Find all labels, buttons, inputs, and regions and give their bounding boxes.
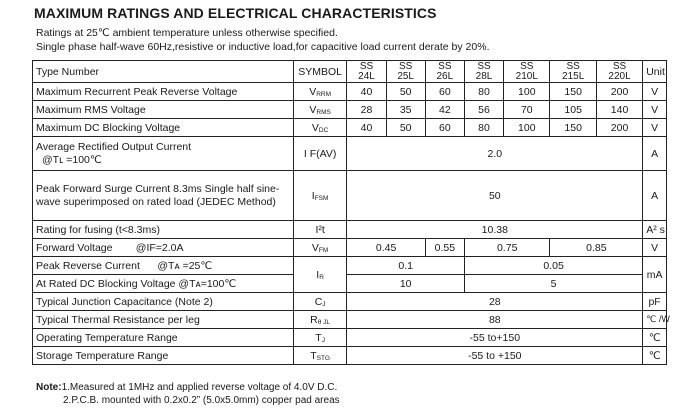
header-part: SS 25L — [386, 61, 425, 83]
param-label: Maximum DC Blocking Voltage — [33, 119, 294, 137]
unit-cell: V — [643, 239, 667, 257]
param-label: Typical Junction Capacitance (Note 2) — [33, 293, 294, 311]
value-cell: 35 — [386, 101, 425, 119]
symbol-cell: $I_{FSM}$ — [293, 171, 347, 221]
symbol-cell: $V_{FM}$ — [293, 239, 347, 257]
param-label: Peak Forward Surge Current 8.3ms Single half sine-wave superimposed on rated load (JEDEC Method) — [33, 171, 294, 221]
unit-cell: pF — [643, 293, 667, 311]
value-cell: 0.75 — [464, 239, 550, 257]
value-cell: 0.05 — [464, 257, 642, 275]
table-row — [33, 171, 667, 221]
symbol-cell: $V_{DC}$ — [293, 119, 347, 137]
symbol-cell: $C_J$ — [293, 293, 347, 311]
value-cell: 70 — [504, 101, 550, 119]
value-cell: 60 — [425, 83, 464, 101]
note-1: Note:1.Measured at 1MHz and applied reverse voltage of 4.0V D.C. — [36, 382, 338, 393]
value-cell: 200 — [596, 119, 642, 137]
table-row — [33, 293, 667, 311]
table-row — [33, 101, 667, 119]
value-cell: 50 — [347, 171, 643, 221]
header-type: Type Number — [33, 61, 294, 83]
table-row — [33, 137, 667, 171]
header-part: SS 28L — [464, 61, 503, 83]
value-cell: 88 — [347, 311, 643, 329]
value-cell: 200 — [596, 83, 642, 101]
table-row — [33, 275, 667, 293]
note-2: 2.P.C.B. mounted with 0.2x0.2” (5.0x5.0mm) copper pad areas — [63, 395, 340, 406]
param-label: Operating Temperature Range — [33, 329, 294, 347]
symbol-cell: $T_{STG}$ — [293, 347, 347, 365]
unit-cell: A — [643, 171, 667, 221]
value-cell: 5 — [464, 275, 642, 293]
param-label: Storage Temperature Range — [33, 347, 294, 365]
unit-cell: ℃ /W — [643, 311, 667, 329]
header-part: SS 24L — [347, 61, 386, 83]
symbol-cell: $V_{RRM}$ — [293, 83, 347, 101]
param-label: Forward Voltage @IF=2.0A — [33, 239, 294, 257]
intro-text — [36, 26, 490, 54]
table-header-row — [33, 61, 667, 83]
value-cell: 10.38 — [347, 221, 643, 239]
header-symbol: SYMBOL — [293, 61, 347, 83]
param-label: Rating for fusing (t<8.3ms) — [33, 221, 294, 239]
unit-cell: A — [643, 137, 667, 171]
param-label: Typical Thermal Resistance per leg — [33, 311, 294, 329]
value-cell: 10 — [347, 275, 465, 293]
param-label: Peak Reverse Current @Tᴀ =25℃ — [33, 257, 294, 275]
table-row — [33, 83, 667, 101]
unit-cell: V — [643, 119, 667, 137]
value-cell: 56 — [464, 101, 503, 119]
unit-cell: V — [643, 83, 667, 101]
value-cell: 28 — [347, 101, 386, 119]
param-label: Maximum RMS Voltage — [33, 101, 294, 119]
table-row — [33, 257, 667, 275]
unit-cell: ℃ — [643, 347, 667, 365]
unit-cell: mA — [643, 257, 667, 293]
value-cell: 150 — [550, 119, 596, 137]
header-unit: Unit — [643, 61, 667, 83]
table-row — [33, 221, 667, 239]
value-cell: 42 — [425, 101, 464, 119]
intro-line-2: Single phase half-wave 60Hz,resistive or inductive load,for capacitive load current derate by 20%. — [36, 41, 490, 53]
param-label: Average Rectified Output Current @Tʟ =100℃ — [33, 137, 294, 171]
symbol-cell: I²t — [293, 221, 347, 239]
value-cell: 80 — [464, 119, 503, 137]
value-cell: 150 — [550, 83, 596, 101]
value-cell: 80 — [464, 83, 503, 101]
table-row — [33, 347, 667, 365]
value-cell: 0.85 — [550, 239, 643, 257]
value-cell: -55 to+150 — [347, 329, 643, 347]
value-cell: 60 — [425, 119, 464, 137]
value-cell: 0.1 — [347, 257, 465, 275]
page-title: MAXIMUM RATINGS AND ELECTRICAL CHARACTERISTICS — [34, 5, 437, 21]
symbol-cell: $R_{\theta JL}$ — [293, 311, 347, 329]
symbol-cell: $T_J$ — [293, 329, 347, 347]
value-cell: 40 — [347, 119, 386, 137]
table-row — [33, 311, 667, 329]
symbol-cell: $V_{RMS}$ — [293, 101, 347, 119]
table-row — [33, 239, 667, 257]
param-label: Maximum Recurrent Peak Reverse Voltage — [33, 83, 294, 101]
ratings-table — [32, 60, 670, 365]
intro-line-1: Ratings at 25℃ ambient temperature unless otherwise specified. — [36, 27, 338, 39]
param-label: At Rated DC Blocking Voltage @Tᴀ=100℃ — [33, 275, 294, 293]
notes — [36, 381, 340, 407]
value-cell: 100 — [504, 83, 550, 101]
value-cell: 2.0 — [347, 137, 643, 171]
header-part: SS 215L — [550, 61, 596, 83]
value-cell: 105 — [550, 101, 596, 119]
value-cell: 28 — [347, 293, 643, 311]
table-row — [33, 119, 667, 137]
table-row — [33, 329, 667, 347]
value-cell: 50 — [386, 83, 425, 101]
unit-cell: V — [643, 101, 667, 119]
header-part: SS 210L — [504, 61, 550, 83]
header-part: SS 26L — [425, 61, 464, 83]
header-part: SS 220L — [596, 61, 642, 83]
symbol-cell: I F(AV) — [293, 137, 347, 171]
value-cell: 0.55 — [425, 239, 464, 257]
value-cell: 100 — [504, 119, 550, 137]
unit-cell: A² s — [643, 221, 667, 239]
value-cell: 0.45 — [347, 239, 425, 257]
value-cell: 140 — [596, 101, 642, 119]
value-cell: 40 — [347, 83, 386, 101]
value-cell: -55 to +150 — [347, 347, 643, 365]
unit-cell: ℃ — [643, 329, 667, 347]
value-cell: 50 — [386, 119, 425, 137]
symbol-cell: $I_R$ — [293, 257, 347, 293]
